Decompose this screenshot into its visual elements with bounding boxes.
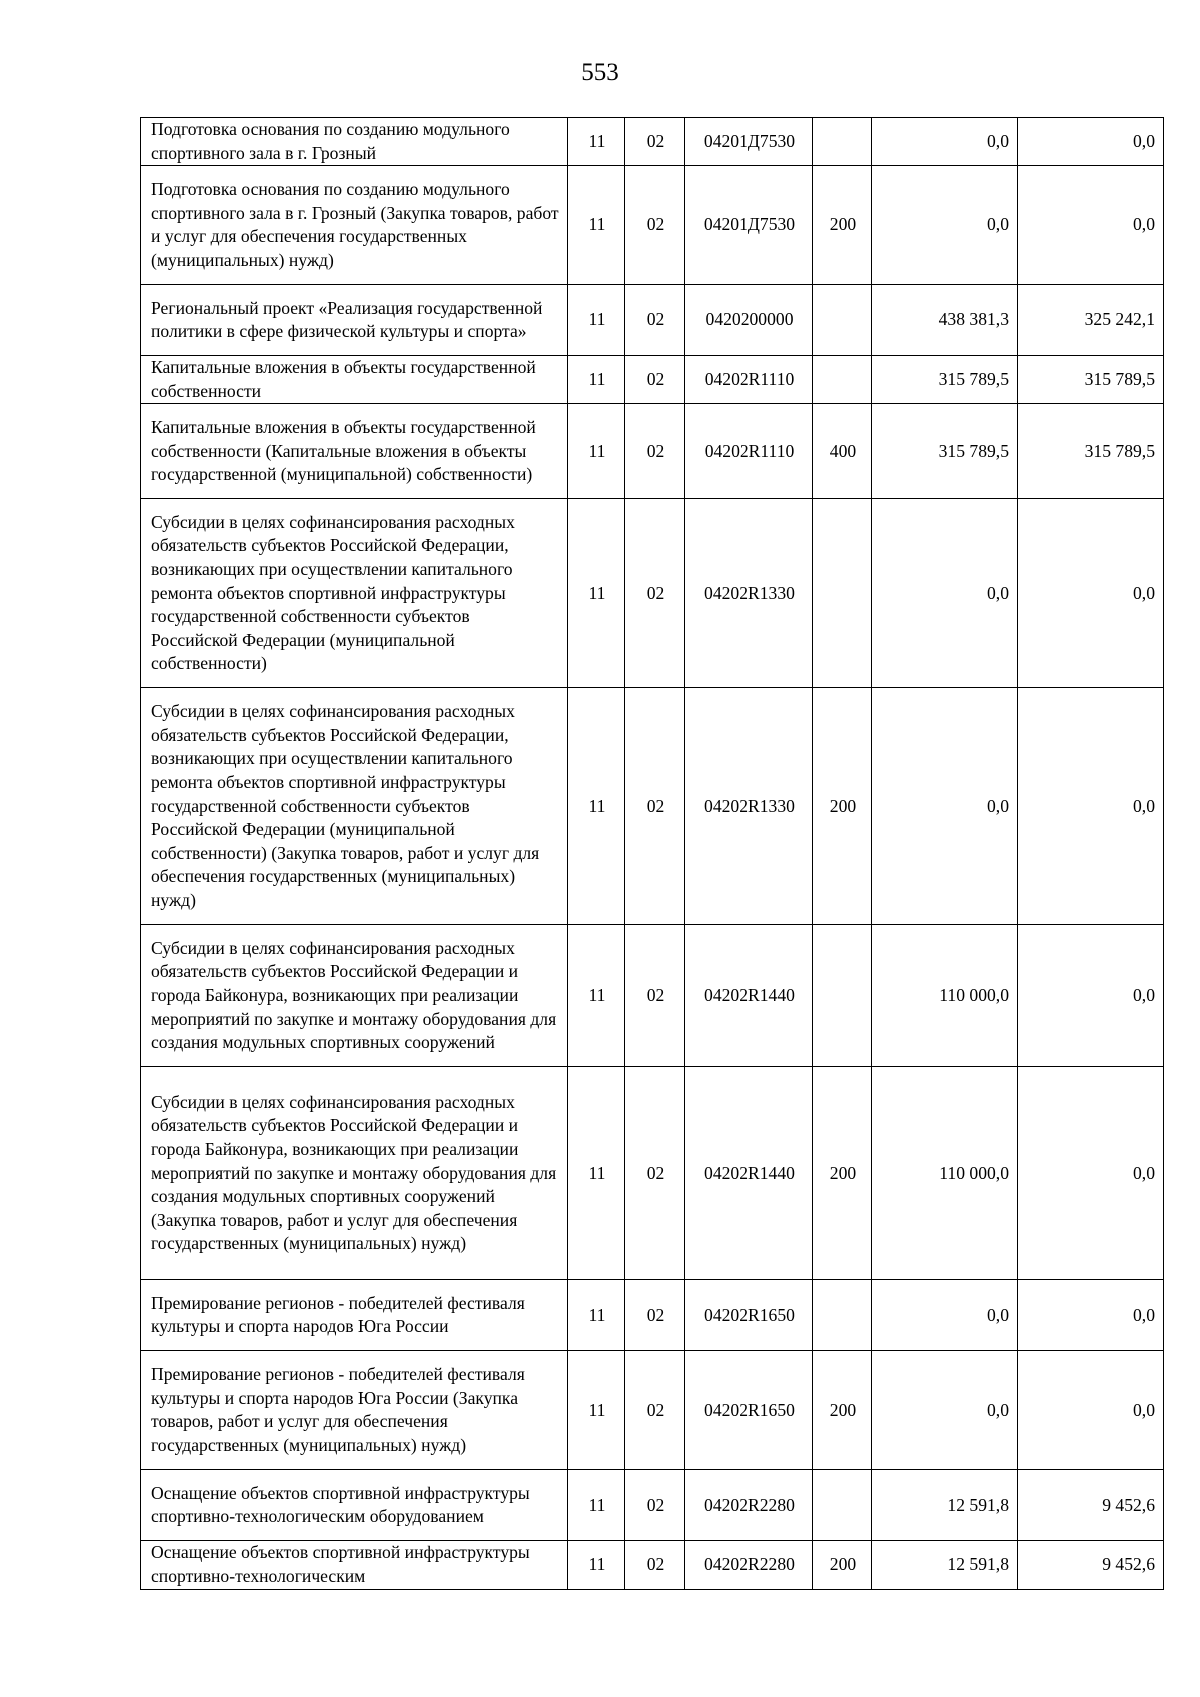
row-amount-year-2: 9 452,6 xyxy=(1018,1541,1164,1589)
row-section: 11 xyxy=(568,1541,625,1589)
row-target-code: 04202R2280 xyxy=(685,1541,813,1589)
row-amount-year-2: 0,0 xyxy=(1018,166,1164,285)
row-name: Премирование регионов - победителей фестиваля культуры и спорта народов Юга России (Закупка товаров, работ и услуг для обеспечения государственных (муниципальных) нужд) xyxy=(141,1351,568,1470)
row-amount-year-1: 0,0 xyxy=(872,118,1018,166)
row-target-code: 04201Д7530 xyxy=(685,166,813,285)
row-subsection: 02 xyxy=(625,1280,685,1351)
table-row xyxy=(141,1541,1164,1589)
row-subsection: 02 xyxy=(625,285,685,356)
row-section: 11 xyxy=(568,356,625,404)
row-amount-year-2: 0,0 xyxy=(1018,499,1164,688)
row-amount-year-2: 9 452,6 xyxy=(1018,1470,1164,1541)
table-row xyxy=(141,356,1164,404)
row-name: Оснащение объектов спортивной инфраструктуры спортивно-технологическим оборудованием xyxy=(141,1470,568,1541)
row-expense-type xyxy=(813,118,872,166)
row-amount-year-1: 12 591,8 xyxy=(872,1541,1018,1589)
row-subsection: 02 xyxy=(625,688,685,925)
row-amount-year-2: 315 789,5 xyxy=(1018,356,1164,404)
table-row xyxy=(141,1351,1164,1470)
budget-table-body xyxy=(141,118,1164,1590)
table-row xyxy=(141,925,1164,1067)
table-row xyxy=(141,166,1164,285)
row-target-code: 04202R1330 xyxy=(685,499,813,688)
row-target-code: 04202R1650 xyxy=(685,1351,813,1470)
row-expense-type: 200 xyxy=(813,688,872,925)
row-subsection: 02 xyxy=(625,499,685,688)
row-amount-year-1: 110 000,0 xyxy=(872,1067,1018,1280)
row-expense-type: 200 xyxy=(813,1351,872,1470)
row-name: Региональный проект «Реализация государственной политики в сфере физической культуры и спорта» xyxy=(141,285,568,356)
table-row xyxy=(141,118,1164,166)
row-amount-year-1: 12 591,8 xyxy=(872,1470,1018,1541)
row-subsection: 02 xyxy=(625,1541,685,1589)
row-amount-year-1: 0,0 xyxy=(872,1280,1018,1351)
row-section: 11 xyxy=(568,499,625,688)
row-subsection: 02 xyxy=(625,118,685,166)
row-expense-type xyxy=(813,925,872,1067)
row-name: Подготовка основания по созданию модульного спортивного зала в г. Грозный (Закупка товаров, работ и услуг для обеспечения государственных (муниципальных) нужд) xyxy=(141,166,568,285)
row-target-code: 04202R1330 xyxy=(685,688,813,925)
row-amount-year-2: 0,0 xyxy=(1018,688,1164,925)
row-section: 11 xyxy=(568,925,625,1067)
row-name: Подготовка основания по созданию модульного спортивного зала в г. Грозный xyxy=(141,118,568,166)
row-subsection: 02 xyxy=(625,925,685,1067)
row-target-code: 04202R2280 xyxy=(685,1470,813,1541)
row-target-code: 04202R1110 xyxy=(685,404,813,499)
row-section: 11 xyxy=(568,285,625,356)
budget-table xyxy=(140,117,1164,1590)
row-section: 11 xyxy=(568,1470,625,1541)
row-section: 11 xyxy=(568,166,625,285)
table-row xyxy=(141,1067,1164,1280)
row-target-code: 0420200000 xyxy=(685,285,813,356)
row-name: Субсидии в целях софинансирования расходных обязательств субъектов Российской Федерации, возникающих при осуществлении капитального ремонта объектов спортивной инфраструктуры государственной собственности субъектов Российской Федерации (муниципальной собственности) xyxy=(141,499,568,688)
row-section: 11 xyxy=(568,1067,625,1280)
row-name: Субсидии в целях софинансирования расходных обязательств субъектов Российской Федерации и города Байконура, возникающих при реализации мероприятий по закупке и монтажу оборудования для создания модульных спортивных сооружений (Закупка товаров, работ и услуг для обеспечения государственных (муниципальных) нужд) xyxy=(141,1067,568,1280)
row-expense-type: 400 xyxy=(813,404,872,499)
table-row xyxy=(141,1280,1164,1351)
row-expense-type: 200 xyxy=(813,1067,872,1280)
row-subsection: 02 xyxy=(625,166,685,285)
row-amount-year-1: 0,0 xyxy=(872,166,1018,285)
page-number: 553 xyxy=(581,59,619,86)
table-row xyxy=(141,285,1164,356)
row-amount-year-1: 315 789,5 xyxy=(872,404,1018,499)
row-amount-year-2: 325 242,1 xyxy=(1018,285,1164,356)
row-section: 11 xyxy=(568,404,625,499)
row-amount-year-2: 0,0 xyxy=(1018,1280,1164,1351)
row-amount-year-2: 0,0 xyxy=(1018,1351,1164,1470)
row-expense-type: 200 xyxy=(813,1541,872,1589)
row-amount-year-1: 110 000,0 xyxy=(872,925,1018,1067)
row-section: 11 xyxy=(568,118,625,166)
row-expense-type xyxy=(813,356,872,404)
row-expense-type xyxy=(813,285,872,356)
row-section: 11 xyxy=(568,688,625,925)
row-section: 11 xyxy=(568,1351,625,1470)
row-name: Оснащение объектов спортивной инфраструктуры спортивно-технологическим xyxy=(141,1541,568,1589)
row-expense-type xyxy=(813,499,872,688)
row-subsection: 02 xyxy=(625,1351,685,1470)
row-amount-year-1: 0,0 xyxy=(872,499,1018,688)
row-subsection: 02 xyxy=(625,1067,685,1280)
table-row xyxy=(141,688,1164,925)
table-row xyxy=(141,404,1164,499)
row-subsection: 02 xyxy=(625,1470,685,1541)
row-name: Капитальные вложения в объекты государственной собственности xyxy=(141,356,568,404)
table-row xyxy=(141,1470,1164,1541)
row-target-code: 04202R1440 xyxy=(685,1067,813,1280)
row-target-code: 04202R1650 xyxy=(685,1280,813,1351)
row-amount-year-2: 0,0 xyxy=(1018,1067,1164,1280)
row-expense-type: 200 xyxy=(813,166,872,285)
row-target-code: 04202R1110 xyxy=(685,356,813,404)
row-amount-year-1: 315 789,5 xyxy=(872,356,1018,404)
row-amount-year-1: 438 381,3 xyxy=(872,285,1018,356)
row-name: Субсидии в целях софинансирования расходных обязательств субъектов Российской Федерации, возникающих при осуществлении капитального ремонта объектов спортивной инфраструктуры государственной собственности субъектов Российской Федерации (муниципальной собственности) (Закупка товаров, работ и услуг для обеспечения государственных (муниципальных) нужд) xyxy=(141,688,568,925)
row-expense-type xyxy=(813,1470,872,1541)
row-amount-year-2: 0,0 xyxy=(1018,925,1164,1067)
row-subsection: 02 xyxy=(625,356,685,404)
row-amount-year-2: 315 789,5 xyxy=(1018,404,1164,499)
row-subsection: 02 xyxy=(625,404,685,499)
row-name: Капитальные вложения в объекты государственной собственности (Капитальные вложения в объекты государственной (муниципальной) собственности) xyxy=(141,404,568,499)
row-amount-year-1: 0,0 xyxy=(872,1351,1018,1470)
row-expense-type xyxy=(813,1280,872,1351)
row-name: Премирование регионов - победителей фестиваля культуры и спорта народов Юга России xyxy=(141,1280,568,1351)
row-section: 11 xyxy=(568,1280,625,1351)
row-name: Субсидии в целях софинансирования расходных обязательств субъектов Российской Федерации и города Байконура, возникающих при реализации мероприятий по закупке и монтажу оборудования для создания модульных спортивных сооружений xyxy=(141,925,568,1067)
row-target-code: 04201Д7530 xyxy=(685,118,813,166)
row-amount-year-2: 0,0 xyxy=(1018,118,1164,166)
table-row xyxy=(141,499,1164,688)
row-target-code: 04202R1440 xyxy=(685,925,813,1067)
row-amount-year-1: 0,0 xyxy=(872,688,1018,925)
